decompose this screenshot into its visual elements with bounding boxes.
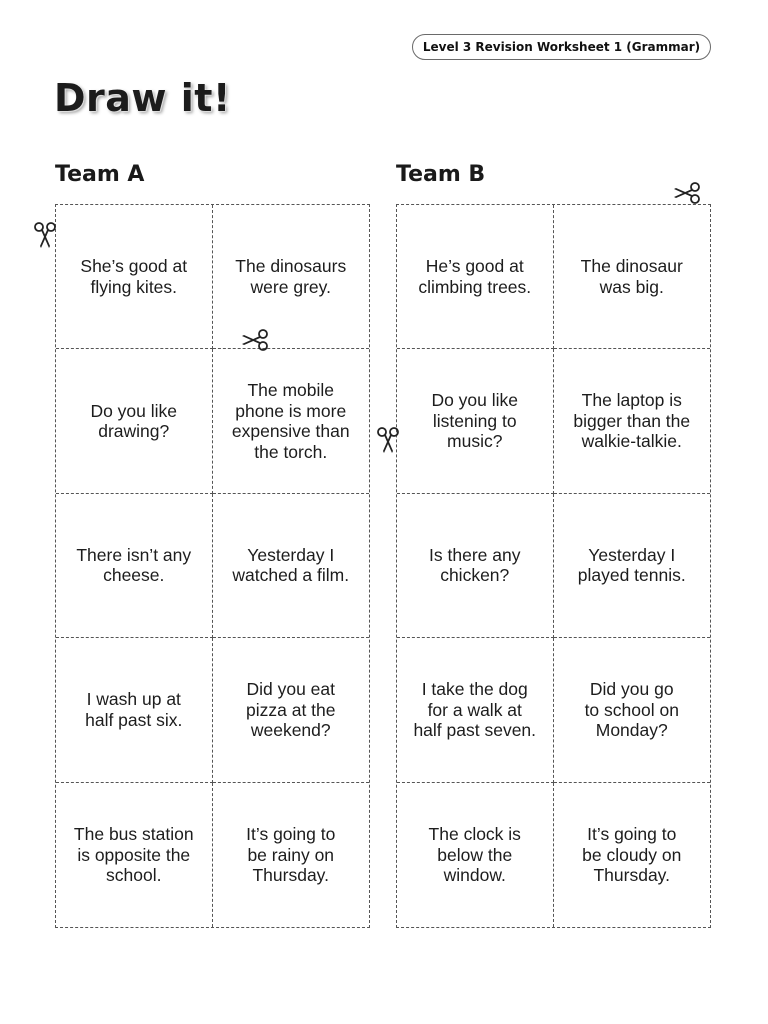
team-b-card (554, 205, 711, 349)
scissors-icon (373, 425, 403, 455)
card-text: Did you go to school on Monday? (584, 679, 679, 741)
team-a-card (56, 205, 213, 349)
team-a-card (56, 494, 213, 638)
team-a-card (213, 205, 370, 349)
card-text: Yesterday I watched a film. (232, 544, 350, 586)
card-text: Did you eat pizza at the weekend? (246, 679, 336, 741)
team-b-card (554, 349, 711, 493)
team-b-card (397, 205, 554, 349)
team-a-card (56, 638, 213, 782)
team-b-card (554, 494, 711, 638)
team-b-card (554, 783, 711, 927)
team-b-card (397, 783, 554, 927)
card-text: The dinosaur was big. (580, 256, 683, 297)
card-text: She’s good at flying kites. (80, 256, 188, 297)
card-text: I wash up at half past six. (85, 689, 183, 730)
card-text: The dinosaurs were grey. (235, 256, 347, 297)
card-text: It’s going to be rainy on Thursday. (246, 824, 336, 886)
team-a-card (213, 349, 370, 493)
card-text: I take the dog for a walk at half past seven. (413, 679, 537, 741)
team-a-heading: Team A (55, 162, 145, 187)
scissors-icon (240, 325, 270, 355)
team-a-card (56, 349, 213, 493)
card-text: Do you like drawing? (90, 400, 178, 442)
team-b-card (397, 638, 554, 782)
card-text: Yesterday I played tennis. (577, 544, 686, 586)
team-b-card (397, 349, 554, 493)
scissors-icon (30, 220, 60, 250)
worksheet-tag: Level 3 Revision Worksheet 1 (Grammar) (412, 34, 711, 60)
team-a-card (213, 783, 370, 927)
card-text: He’s good at climbing trees. (418, 256, 532, 297)
card-text: Do you like listening to music? (431, 390, 519, 452)
card-text: It’s going to be cloudy on Thursday. (582, 824, 682, 886)
team-b-heading: Team B (396, 162, 486, 187)
team-b-card (554, 638, 711, 782)
team-a-card (56, 783, 213, 927)
card-text: The clock is below the window. (428, 824, 521, 886)
team-a-card-grid (55, 204, 370, 928)
scissors-icon (672, 178, 702, 208)
page-title: Draw it! (54, 76, 231, 120)
team-b-card (397, 494, 554, 638)
card-text: There isn’t any cheese. (76, 544, 192, 586)
card-text: The bus station is opposite the school. (73, 824, 194, 886)
card-text: The mobile phone is more expensive than the torch. (231, 380, 350, 462)
card-text: Is there any chicken? (429, 544, 521, 586)
team-a-card (213, 494, 370, 638)
card-text: The laptop is bigger than the walkie-talkie. (573, 390, 691, 452)
team-a-card (213, 638, 370, 782)
team-b-card-grid (396, 204, 711, 928)
